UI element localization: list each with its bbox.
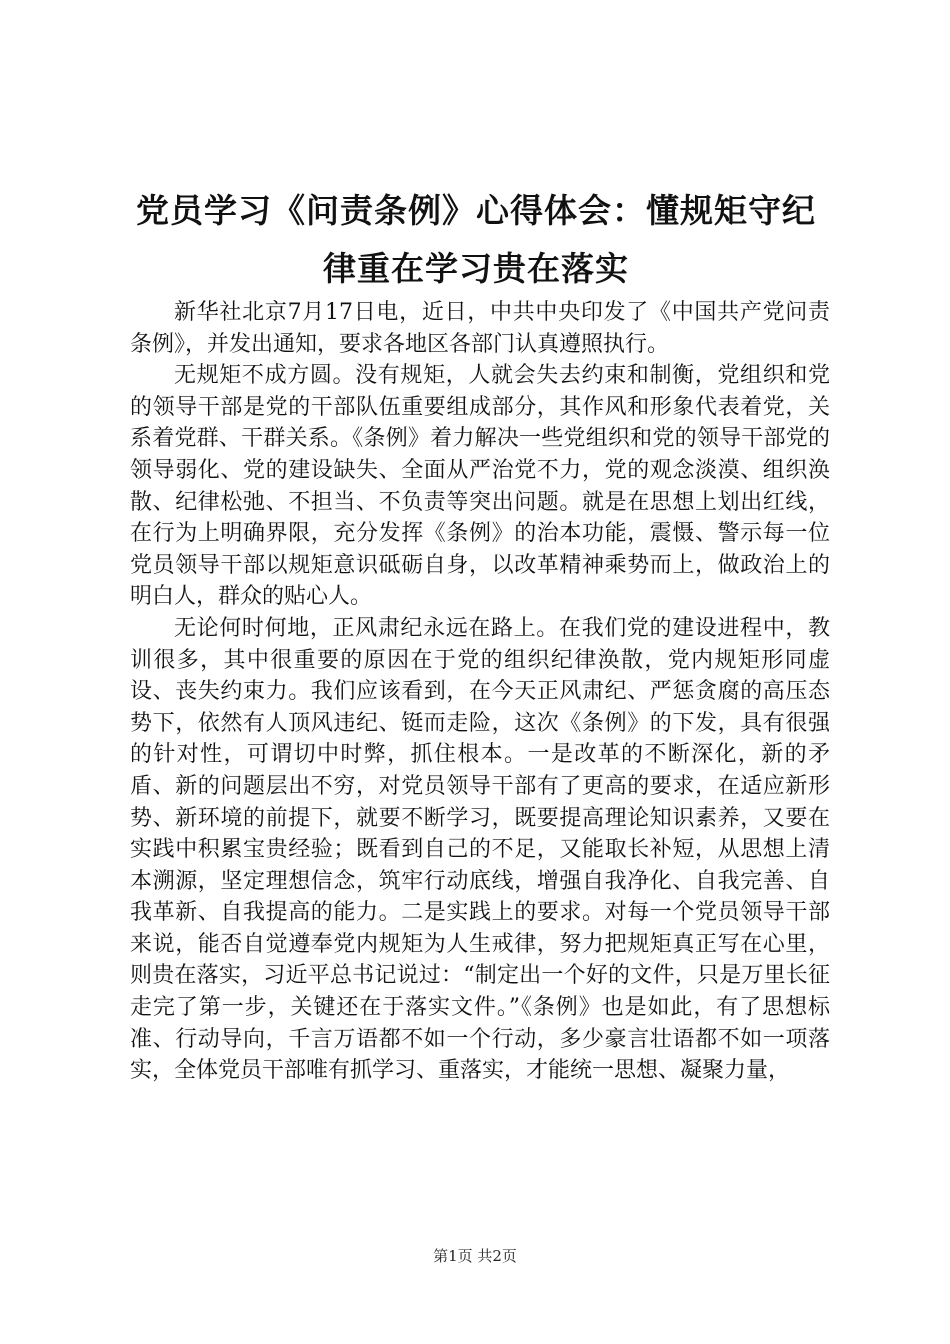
title-line-1: 党员学习《问责条例》心得体会：懂规矩守纪	[136, 191, 816, 230]
paragraph-1: 新华社北京7月17日电，近日，中共中央印发了《中国共产党问责条例》，并发出通知，要求各地区各部门认真遵照执行。	[130, 300, 830, 357]
title-line-2: 律重在学习贵在落实	[323, 249, 629, 288]
document-title	[120, 182, 832, 298]
paragraph-3: 无论何时何地，正风肃纪永远在路上。在我们党的建设进程中，教训很多，其中很重要的原因在于党的组织纪律涣散，党内规矩形同虚设、丧失约束力。我们应该看到，在今天正风肃纪、严惩贪腐的高压态势下，依然有人顶风违纪、铤而走险，这次《条例》的下发，具有很强的针对性，可谓切中时弊，抓住根本。一是改革的不断深化，新的矛盾、新的问题层出不穷，对党员领导干部有了更高的要求，在适应新形势、新环境的前提下，就要不断学习，既要提高理论知识素养，又要在实践中积累宝贵经验；既看到自己的不足，又能取长补短，从思想上清本溯源，坚定理想信念，筑牢行动底线，增强自我净化、自我完善、自我革新、自我提高的能力。二是实践上的要求。对每一个党员领导干部来说，能否自觉遵奉党内规矩为人生戒律，努力把规矩真正写在心里，则贵在落实，习近平总书记说过：“制定出一个好的文件，只是万里长征走完了第一步，关键还在于落实文件。”《条例》也是如此，有了思想标准、行动导向，千言万语都不如一个行动，多少豪言壮语都不如一项落实，全体党员干部唯有抓学习、重落实，才能统一思想、凝聚力量，	[130, 615, 830, 1084]
page-number-footer: 第1页 共2页	[433, 1247, 517, 1265]
paragraph-2: 无规矩不成方圆。没有规矩，人就会失去约束和制衡，党组织和党的领导干部是党的干部队伍重要组成部分，其作风和形象代表着党，关系着党群、干群关系。《条例》着力解决一些党组织和党的领导干部党的领导弱化、党的建设缺失、全面从严治党不力，党的观念淡漠、组织涣散、纪律松弛、不担当、不负责等突出问题。就是在思想上划出红线，在行为上明确界限，充分发挥《条例》的治本功能，震慑、警示每一位党员领导干部以规矩意识砥砺自身，以改革精神乘势而上，做政治上的明白人，群众的贴心人。	[130, 363, 830, 610]
document-body	[130, 297, 830, 1087]
